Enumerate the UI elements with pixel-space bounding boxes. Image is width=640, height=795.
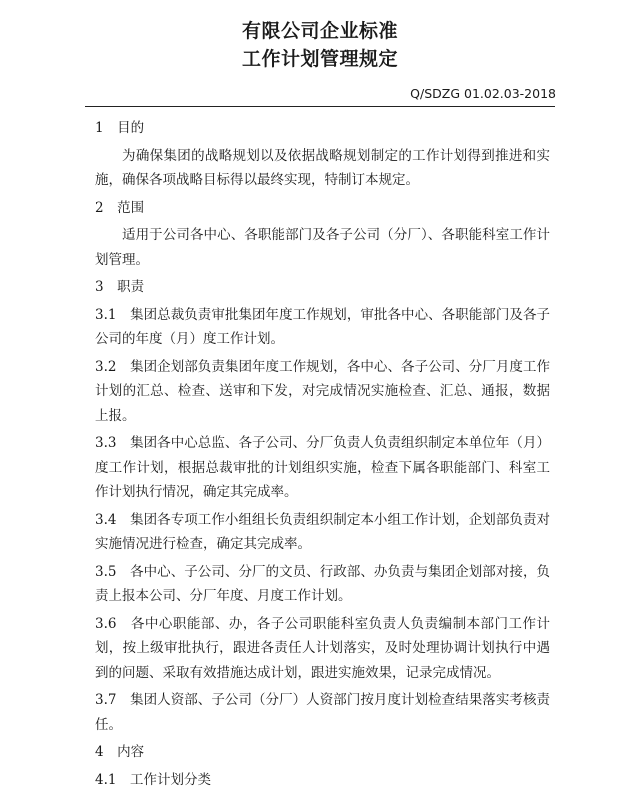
responsibility-item-3-4: 3.4 集团各专项工作小组组长负责组织制定本小组工作计划，企划部负责对实施情况进行检查，确定其完成率。 [95,511,550,552]
responsibility-item-3-2: 3.2 集团企划部负责集团年度工作规划，各中心、各子公司、分厂月度工作计划的汇总、检查、送审和下发，对完成情况实施检查、汇总、通报，数据上报。 [95,358,550,424]
section-heading-purpose: 1 目的 [95,120,145,136]
section-heading-responsibilities: 3 职责 [95,279,145,295]
section-heading-content: 4 内容 [95,744,145,760]
responsibility-item-3-3: 3.3 集团各中心总监、各子公司、分厂负责人负责组织制定本单位年（月）度工作计划，根据总裁审批的计划组织实施，检查下属各职能部门、科室工作计划执行情况，确定其完成率。 [95,435,550,500]
responsibility-item-3-7: 3.7 集团人资部、子公司（分厂）人资部门按月度计划检查结果落实考核责任。 [95,692,550,733]
header-divider [85,106,555,107]
section-text-scope: 适用于公司各中心、各职能部门及各子公司（分厂）、各职能科室工作计划管理。 [95,227,550,268]
document-code: Q/SDZG 01.02.03-2018 [410,86,556,101]
section-text-purpose: 为确保集团的战略规划以及依据战略规划制定的工作计划得到推进和实施，确保各项战略目标得以最终实现，特制订本规定。 [95,147,550,188]
document-title-regulation: 工作计划管理规定 [241,48,398,70]
responsibility-item-3-1: 3.1 集团总裁负责审批集团年度工作规划，审批各中心、各职能部门及各子公司的年度（月）度工作计划。 [95,306,550,347]
responsibility-item-3-5: 3.5 各中心、子公司、分厂的文员、行政部、办负责与集团企划部对接，负责上报本公司、分厂年度、月度工作计划。 [95,563,550,604]
responsibility-item-3-6: 3.6 各中心职能部、办，各子公司职能科室负责人负责编制本部门工作计划，按上级审批执行，跟进各责任人计划落实，及时处理协调计划执行中遇到的问题、采取有效措施达成计划，跟进实施效果，记录完成情况。 [95,615,550,681]
document-body [95,116,550,795]
document-title-company: 有限公司企业标准 [241,20,398,42]
subsection-heading-plan-types: 4.1 工作计划分类 [95,771,211,788]
section-heading-scope: 2 范围 [95,199,145,216]
